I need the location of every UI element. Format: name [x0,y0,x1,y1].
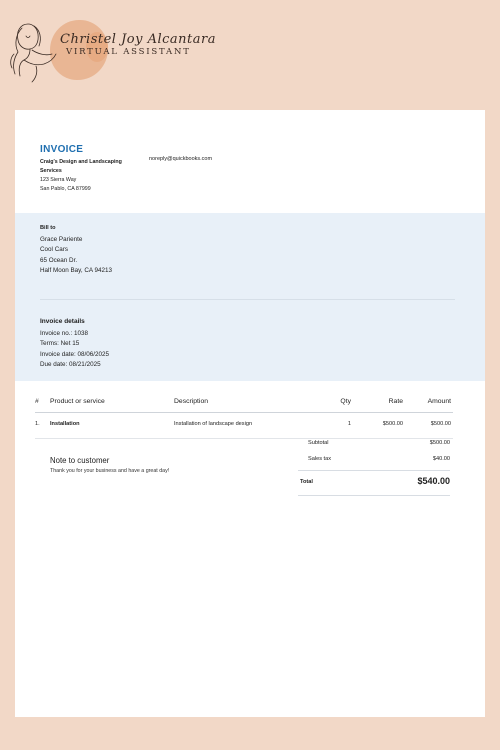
invoice-header [40,144,460,194]
invoice-details-label: Invoice details [40,318,85,325]
table-header-row [35,398,453,413]
invoice-title: INVOICE [40,144,84,155]
panel-divider [40,299,455,300]
company-address-line1: 123 Sierra Way [40,177,77,183]
customer-note [50,456,169,474]
company-address-line2: San Pablo, CA 87999 [40,186,91,192]
company-block [40,158,140,194]
subtotal-value: $500.00 [429,440,450,446]
bill-to-label: Bill to [40,225,56,231]
company-name: Craig's Design and Landscaping Services [40,159,122,174]
header-number: # [35,398,39,405]
company-email: noreply@quickbooks.com [149,156,213,162]
total-value: $540.00 [417,476,450,486]
note-title: Note to customer [50,456,110,465]
subtotal-row [298,440,450,456]
row-product: Installation [50,421,80,427]
row-number: 1. [35,421,40,427]
bill-to-street: 65 Ocean Dr. [40,256,78,264]
brand-logo [6,14,216,84]
invoice-date: Invoice date: 08/06/2025 [40,350,109,358]
invoice-terms: Terms: Net 15 [40,340,80,347]
invoice-number: Invoice no.: 1038 [40,329,88,337]
bill-to-section [40,223,112,277]
header-description: Description [174,398,208,405]
brand-tagline: VIRTUAL ASSISTANT [66,47,191,57]
note-body: Thank you for your business and have a great day! [50,468,170,474]
row-rate: $500.00 [382,421,403,427]
brand-name: Christel Joy Alcantara [60,32,216,47]
table-row [35,421,453,439]
sales-tax-label: Sales tax [308,456,332,462]
header-amount: Amount [427,398,451,405]
bill-to-city: Half Moon Bay, CA 94213 [40,267,112,274]
sales-tax-row [298,456,450,471]
total-row [298,471,450,496]
total-label: Total [300,479,313,485]
billing-panel [15,213,485,381]
bill-to-name: Grace Pariente [40,235,83,243]
header-qty: Qty [340,398,351,405]
totals-block [298,440,450,496]
row-qty: 1 [347,421,351,427]
sales-tax-value: $40.00 [432,456,450,462]
subtotal-label: Subtotal [308,440,329,446]
header-product: Product or service [50,398,105,405]
invoice-due-date: Due date: 08/21/2025 [40,361,101,368]
line-items-table [35,398,453,431]
invoice-document [15,110,485,717]
header-rate: Rate [388,398,403,405]
row-amount: $500.00 [430,421,451,427]
woman-line-art-icon [6,14,66,84]
row-description: Installation of landscape design [174,421,253,427]
invoice-details-section [40,317,109,371]
bill-to-company: Cool Cars [40,246,68,253]
